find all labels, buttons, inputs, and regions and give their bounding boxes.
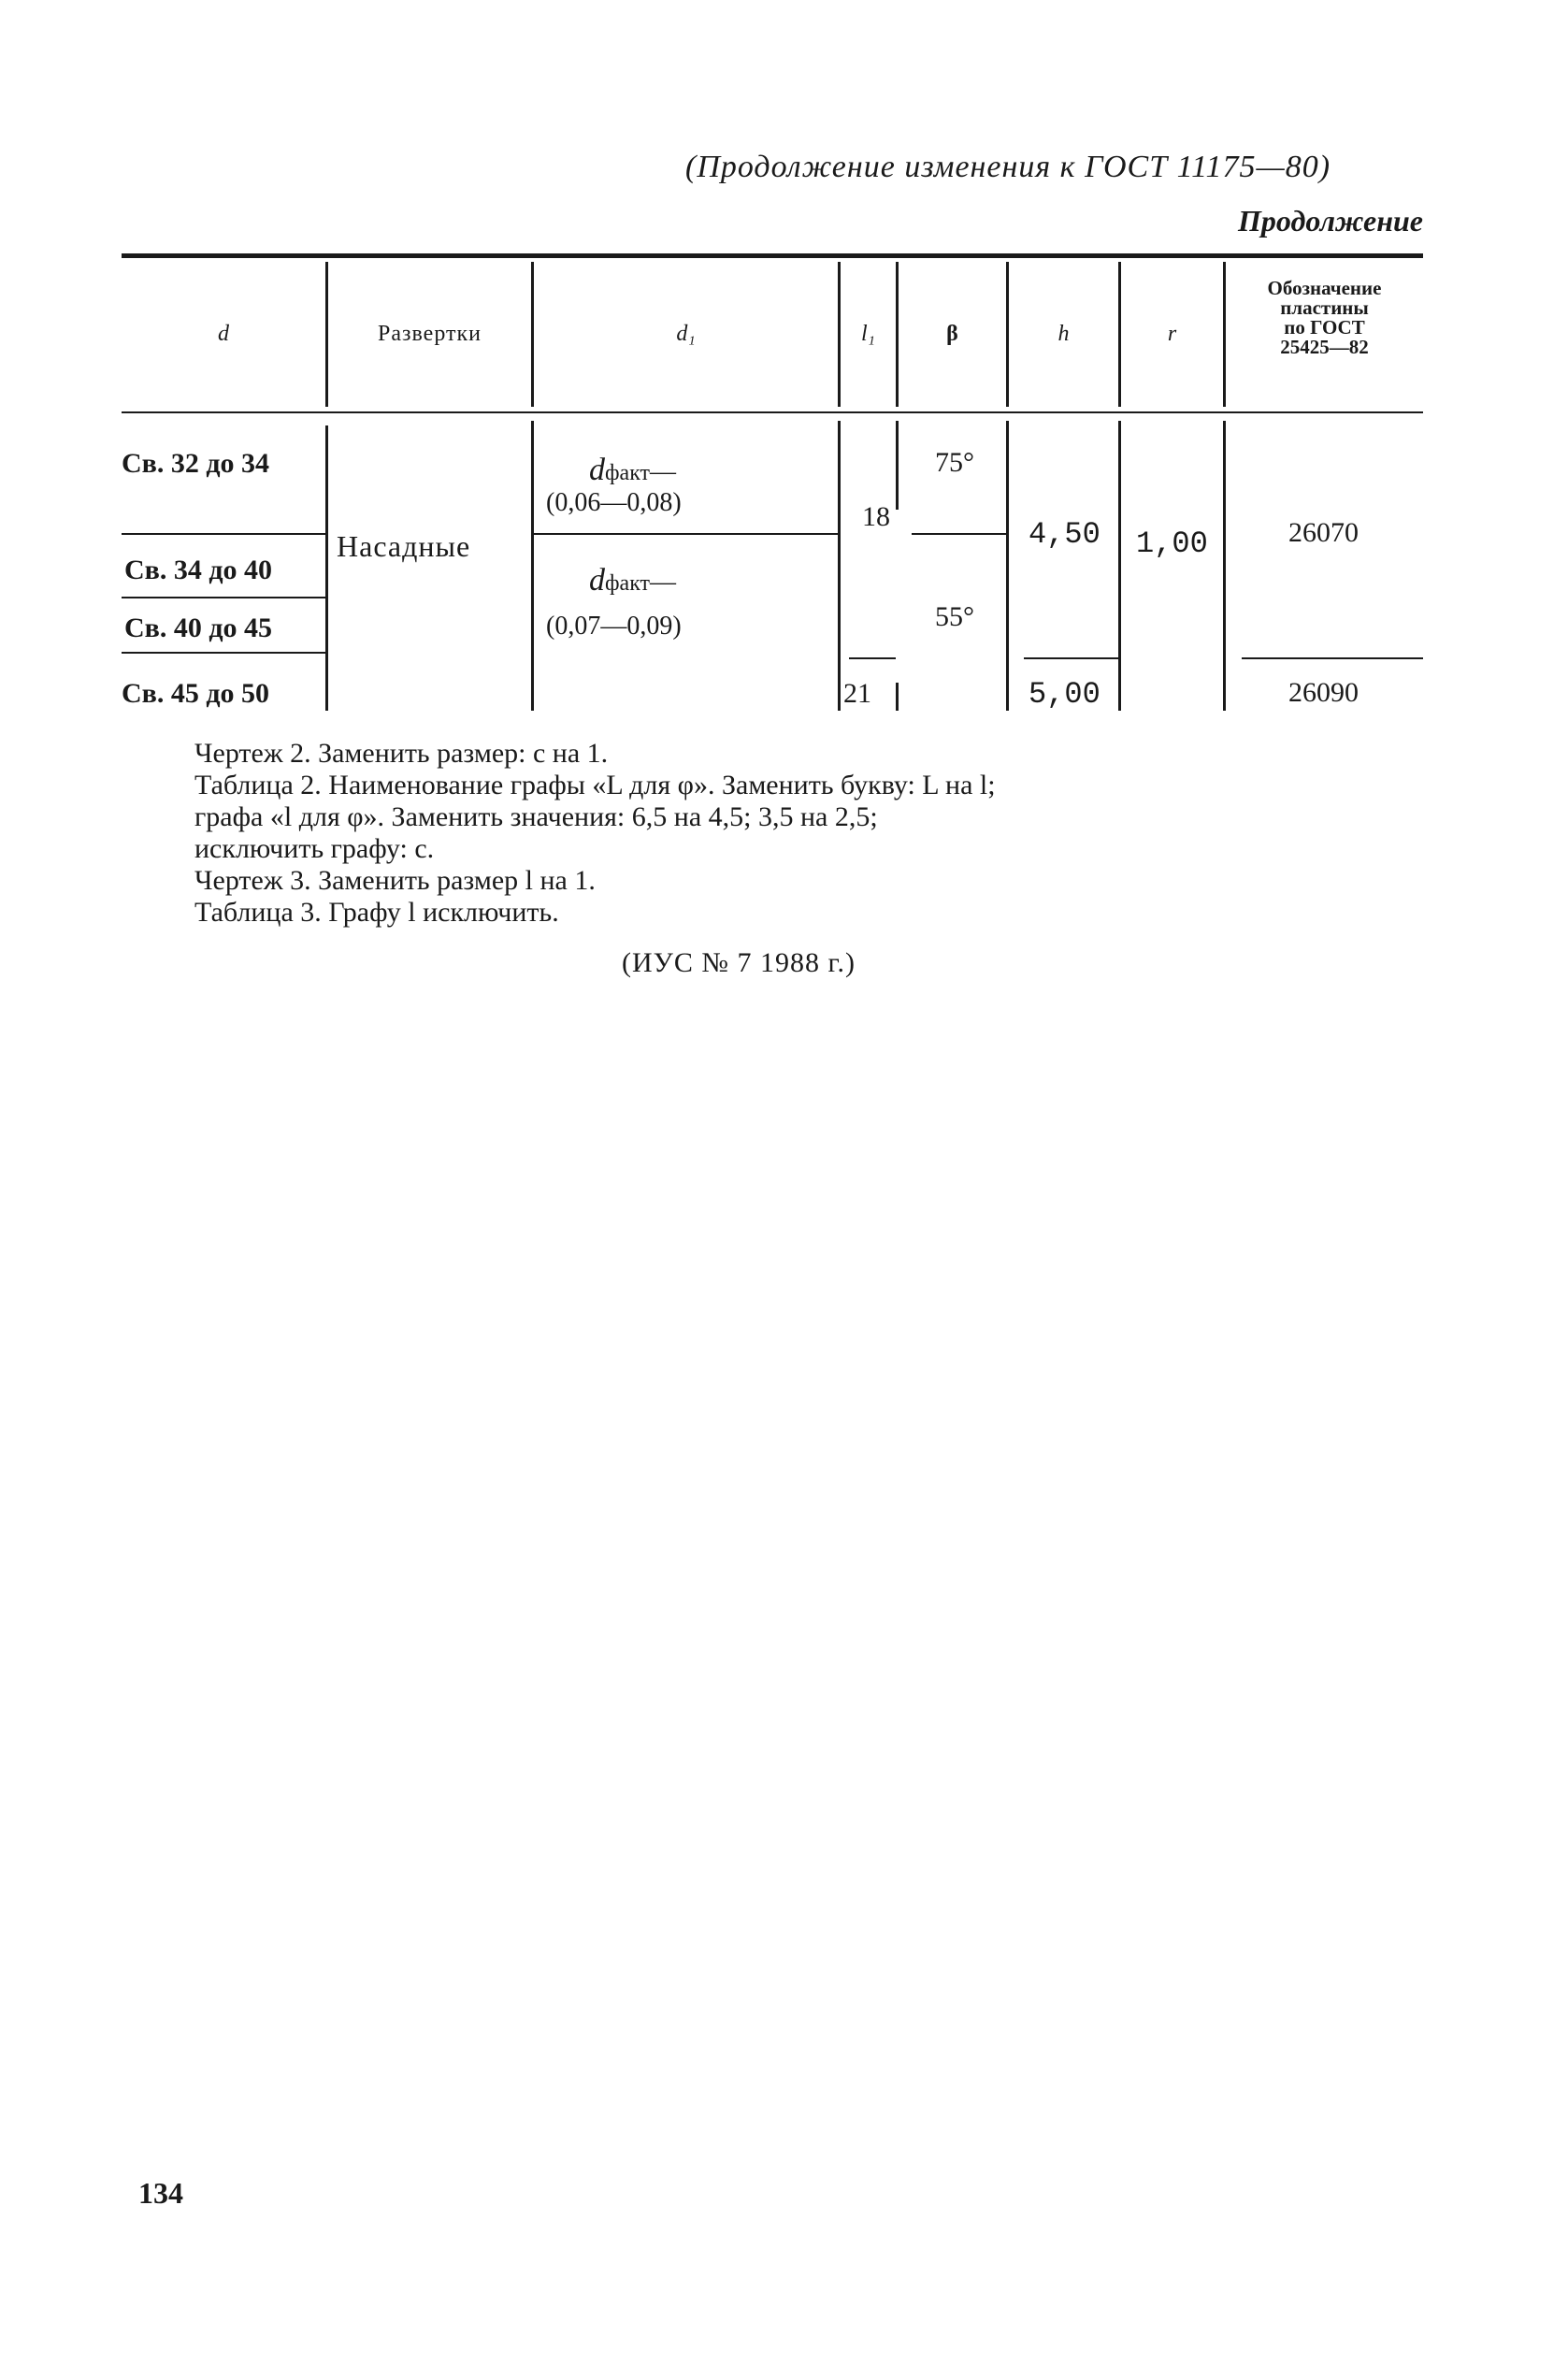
d1-value	[589, 453, 676, 488]
continued-label: Продолжение	[1238, 204, 1423, 238]
beta-value: 75°	[935, 447, 974, 478]
row-label: Св. 34 до 40	[124, 555, 273, 585]
row-label: Св. 40 до 45	[124, 613, 273, 643]
col-header-d1: d₁	[676, 322, 696, 346]
row-rule	[849, 657, 896, 659]
col-header-beta: β	[946, 322, 958, 346]
col-divider	[325, 425, 328, 711]
d1-subscript: факт	[605, 571, 651, 596]
source-reference: (ИУС № 7 1988 г.)	[622, 947, 856, 978]
col-header-reamers: Развертки	[378, 322, 482, 346]
col-divider	[531, 421, 534, 711]
d1-subscript: факт	[605, 461, 651, 485]
l1-value: 18	[862, 501, 890, 532]
h-value: 4,50	[1029, 517, 1100, 552]
designation-line: по ГОСТ	[1284, 316, 1365, 339]
col-divider	[838, 421, 841, 711]
page-number: 134	[138, 2176, 183, 2210]
designation-line: пластины	[1280, 296, 1369, 319]
row-rule	[912, 533, 1006, 535]
plate-code: 26090	[1288, 677, 1359, 708]
row-rule	[1024, 657, 1118, 659]
table-top-rule	[122, 253, 1423, 258]
col-header-l1: l₁	[860, 322, 875, 346]
plate-code: 26070	[1288, 517, 1359, 548]
note-line: Таблица 2. Наименование графы «L для φ». Заменить букву: L на l;	[194, 770, 996, 800]
r-value: 1,00	[1136, 526, 1208, 561]
row-rule	[1242, 657, 1423, 659]
col-header-h: h	[1057, 322, 1070, 346]
d1-tolerance: (0,07—0,09)	[546, 612, 682, 641]
d1-dash: —	[650, 457, 677, 486]
col-header-r: r	[1167, 322, 1177, 346]
col-divider	[1223, 421, 1226, 711]
row-rule	[122, 597, 325, 598]
row-rule	[534, 533, 838, 535]
col-header-d: d	[218, 322, 229, 346]
col-divider	[896, 683, 899, 711]
reamer-type: Насадные	[337, 529, 471, 563]
row-rule	[122, 533, 325, 535]
note-line: Чертеж 3. Заменить размер l на 1.	[194, 865, 596, 896]
d1-symbol: d	[589, 453, 605, 487]
d1-dash: —	[650, 568, 677, 597]
d1-symbol: d	[589, 563, 605, 598]
note-line: исключить графу: c.	[194, 833, 435, 864]
h-value: 5,00	[1029, 677, 1100, 712]
row-rule	[122, 652, 325, 654]
l1-value: 21	[843, 678, 871, 709]
designation-line: Обозначение	[1267, 277, 1382, 299]
col-header-plate-designation	[1226, 279, 1423, 357]
designation-line: 25425—82	[1280, 336, 1369, 358]
col-divider	[1118, 421, 1121, 711]
d1-tolerance: (0,06—0,08)	[546, 488, 682, 517]
beta-value: 55°	[935, 601, 974, 632]
header-bottom-rule	[122, 411, 1423, 413]
col-divider	[1006, 421, 1009, 711]
col-divider	[896, 421, 899, 510]
note-line: Чертеж 2. Заменить размер: c на 1.	[194, 738, 609, 769]
d1-value	[589, 563, 676, 598]
row-label: Св. 32 до 34	[122, 448, 270, 479]
note-line: Таблица 3. Графу l исключить.	[194, 897, 559, 928]
note-line: графа «l для φ». Заменить значения: 6,5 на 4,5; 3,5 на 2,5;	[194, 801, 878, 832]
continuation-note: (Продолжение изменения к ГОСТ 11175—80)	[685, 150, 1331, 184]
row-label: Св. 45 до 50	[122, 678, 270, 709]
